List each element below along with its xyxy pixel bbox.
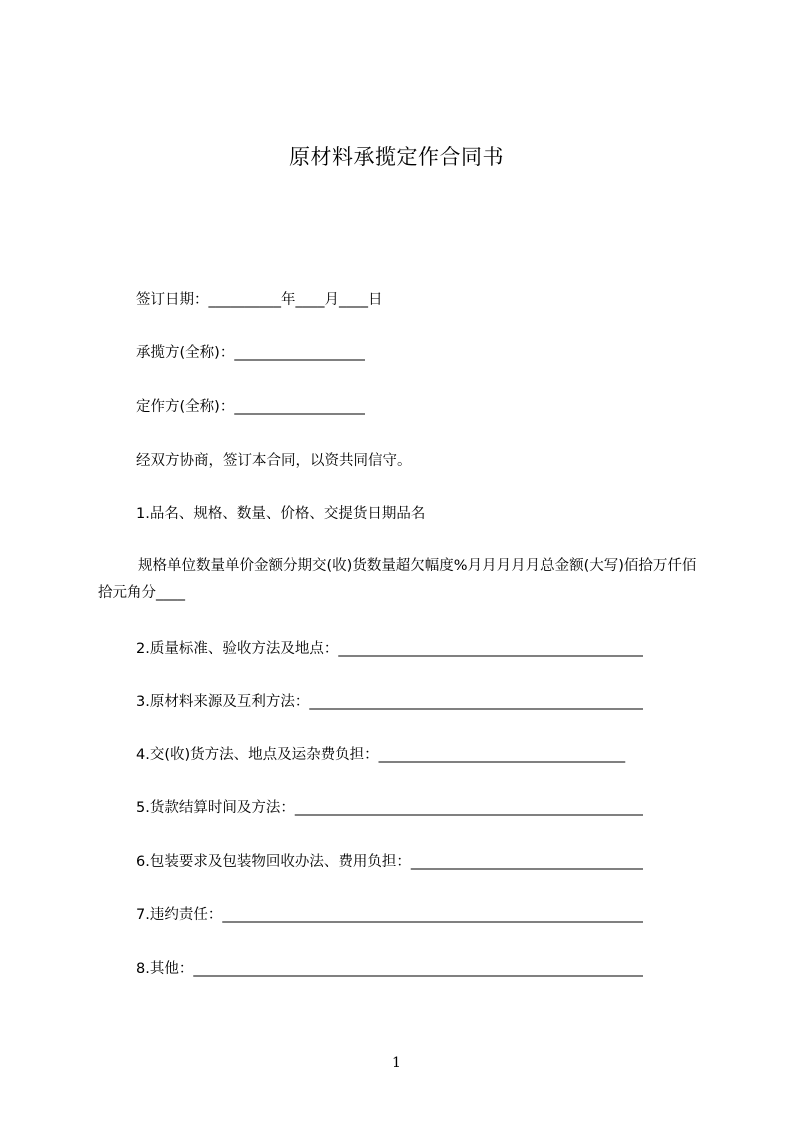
items-paragraph: 规格单位数量单价金额分期交(收)货数量超欠幅度%月月月月月总金额(大写)佰拾万仟佰拾元角分____ bbox=[98, 558, 697, 601]
clause-8-line: 8.其他：______________________________________________________________ bbox=[136, 961, 643, 977]
clause-2-line: 2.质量标准、验收方法及地点：__________________________________________ bbox=[136, 641, 643, 657]
page-number: 1 bbox=[392, 1055, 401, 1071]
signing-date-line: 签订日期：__________年____月____日 bbox=[136, 292, 383, 308]
orderer-line: 定作方(全称)：__________________ bbox=[136, 399, 365, 415]
agreement-line: 经双方协商，签订本合同，以资共同信守。 bbox=[136, 453, 412, 469]
document-title: 原材料承揽定作合同书 bbox=[289, 145, 504, 169]
clause-7-line: 7.违约责任：__________________________________________________________ bbox=[136, 907, 643, 923]
clause-1-line: 1.品名、规格、数量、价格、交提货日期品名 bbox=[136, 506, 426, 522]
clause-3-line: 3.原材料来源及互利方法：______________________________________________ bbox=[136, 694, 643, 710]
contractor-line: 承揽方(全称)：__________________ bbox=[136, 345, 365, 361]
clause-5-line: 5.货款结算时间及方法：________________________________________________ bbox=[136, 800, 643, 816]
clause-4-line: 4.交(收)货方法、地点及运杂费负担：__________________________________ bbox=[136, 747, 626, 763]
clause-6-line: 6.包装要求及包装物回收办法、费用负担：________________________________ bbox=[136, 854, 643, 870]
